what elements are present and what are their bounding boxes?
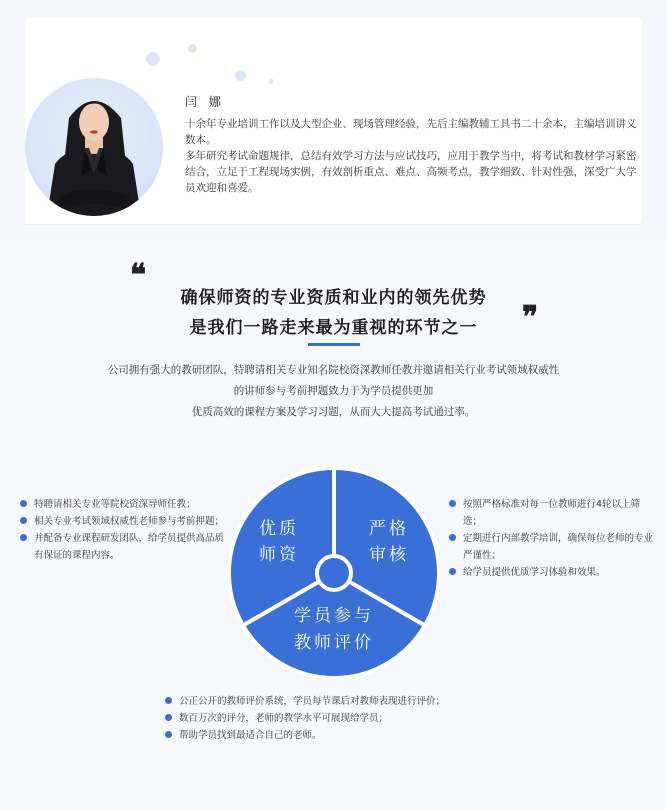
list-item bbox=[165, 710, 545, 727]
right-points bbox=[449, 496, 654, 581]
bullet-dot bbox=[165, 697, 172, 704]
open-quote-mark: ❝ bbox=[130, 258, 147, 293]
bottom-points bbox=[165, 693, 545, 744]
segment-label: 教师评价 bbox=[294, 633, 374, 653]
list-item-text: 给学员提供优质学习体验和效果。 bbox=[463, 567, 606, 578]
bullet-dot bbox=[165, 731, 172, 738]
list-item bbox=[20, 513, 232, 530]
bullet-dot bbox=[449, 500, 456, 507]
list-item-text: 定期进行内部教学培训，确保每位老师的专业严谨性； bbox=[463, 533, 654, 561]
wheel-center-ring bbox=[317, 556, 351, 590]
bullet-dot bbox=[449, 568, 456, 575]
bullet-dot bbox=[20, 534, 27, 541]
teacher-avatar-illustration bbox=[25, 78, 163, 216]
bullet-dot bbox=[449, 534, 456, 541]
list-item bbox=[165, 693, 545, 710]
decor-dot bbox=[235, 70, 246, 81]
segment-label: 学员参与 bbox=[294, 606, 374, 626]
teacher-bio bbox=[185, 116, 645, 196]
bullet-dot bbox=[20, 517, 27, 524]
headline-line-1: 确保师资的专业资质和业内的领先优势 bbox=[180, 288, 487, 308]
list-item-text: 帮助学员找到最适合自己的老师。 bbox=[179, 730, 322, 741]
bullet-dot bbox=[165, 714, 172, 721]
segment-label: 师资 bbox=[259, 545, 299, 565]
headline-underline bbox=[308, 343, 360, 346]
decor-dot bbox=[269, 79, 274, 84]
list-item bbox=[165, 727, 545, 744]
list-item bbox=[449, 530, 654, 564]
decor-dot bbox=[188, 44, 197, 53]
bio-paragraph: 多年研究考试命题规律，总结有效学习方法与应试技巧，应用于教学当中，将考试和教材学习紧密结合，立足于工程现场实例，有效剖析重点、难点、高频考点，教学细致、针对性强，深受广大学员欢迎和喜爱。 bbox=[185, 150, 637, 194]
section-divider bbox=[25, 224, 642, 225]
list-item bbox=[20, 496, 232, 513]
list-item-text: 按照严格标准对每一位教师进行4轮以上筛选； bbox=[463, 499, 641, 527]
list-item-text: 并配备专业课程研发团队，给学员提供高品质有保证的课程内容。 bbox=[34, 533, 225, 561]
three-part-wheel bbox=[229, 468, 439, 678]
bio-paragraph: 十余年专业培训工作以及大型企业、现场管理经验，先后主编教辅工具书二十余本，主编培训讲义数本。 bbox=[185, 118, 637, 146]
segment-label: 优质 bbox=[259, 519, 299, 539]
intro-line: 优质高效的课程方案及学习习题，从而大大提高考试通过率。 bbox=[191, 406, 476, 418]
intro-text bbox=[0, 360, 667, 423]
list-item-text: 公正公开的教师评价系统，学员每节课后对教师表现进行评价； bbox=[179, 696, 446, 707]
list-item bbox=[20, 530, 232, 564]
close-quote-mark: ❞ bbox=[522, 300, 539, 335]
headline-line-2: 是我们一路走来最为重视的环节之一 bbox=[189, 318, 478, 338]
list-item bbox=[449, 496, 654, 530]
list-item bbox=[449, 564, 654, 581]
list-item-text: 相关专业考试领域权威性老师参与考前押题； bbox=[34, 516, 225, 527]
list-item-text: 数百万次的评分，老师的教学水平可展现给学员； bbox=[179, 713, 389, 724]
intro-line: 公司拥有强大的教研团队，特聘请相关专业知名院校资深教师任教并邀请相关行业考试领域权威性 bbox=[107, 364, 560, 376]
left-points bbox=[20, 496, 232, 564]
decor-dot bbox=[146, 52, 160, 66]
teacher-name: 闫 娜 bbox=[185, 95, 225, 109]
intro-line: 的讲师参与考前押题致力于为学员提供更加 bbox=[233, 385, 434, 397]
teacher-photo bbox=[25, 78, 163, 216]
bullet-dot bbox=[20, 500, 27, 507]
list-item-text: 特聘请相关专业等院校资深导师任教； bbox=[34, 499, 196, 510]
segment-label: 严格 bbox=[369, 519, 409, 539]
segment-label: 审核 bbox=[369, 545, 409, 565]
